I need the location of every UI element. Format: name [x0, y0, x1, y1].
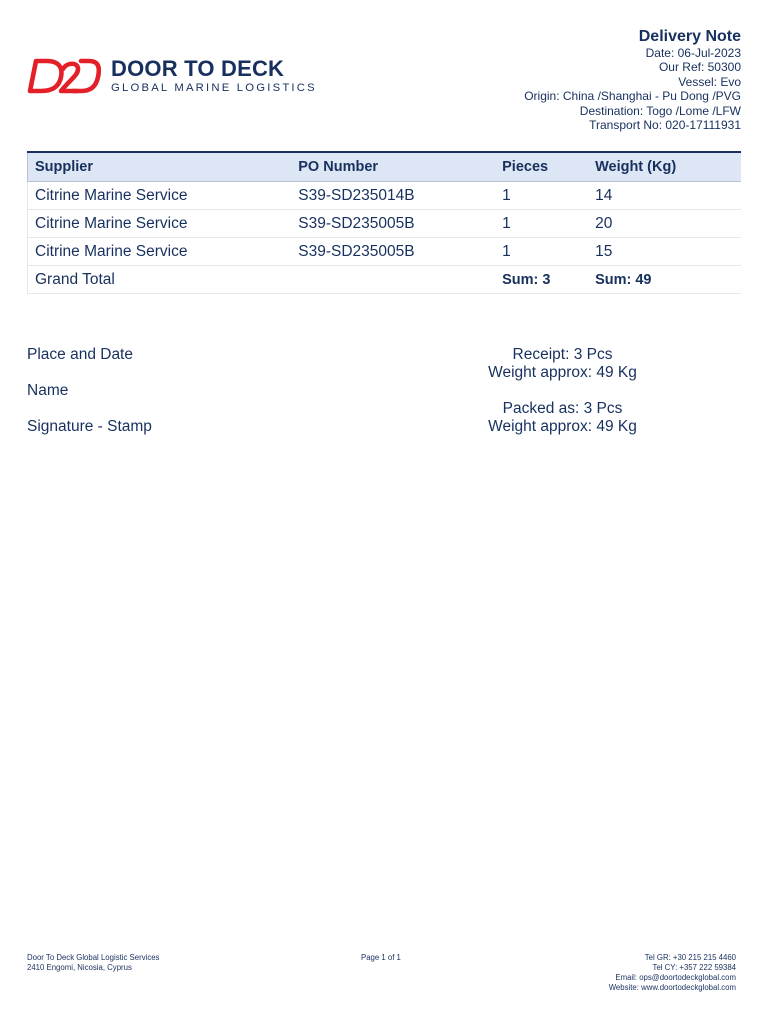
cell-supplier: Citrine Marine Service [28, 238, 292, 266]
receipt-weight: Weight approx: 49 Kg [488, 364, 637, 381]
footer-address: 2410 Engomi, Nicosia, Cyprus [27, 963, 132, 972]
cell-po-number: S39-SD235005B [291, 210, 495, 238]
grand-total-label: Grand Total [28, 266, 292, 294]
table-row [28, 210, 742, 238]
our-ref: Our Ref: 50300 [658, 60, 741, 75]
column-header-weight: Weight (Kg) [588, 152, 741, 182]
document-date: Date: 06-Jul-2023 [645, 46, 741, 60]
cell-supplier: Citrine Marine Service [28, 182, 292, 210]
column-header-pieces: Pieces [495, 152, 588, 182]
place-and-date-label: Place and Date [27, 346, 133, 363]
items-table [27, 151, 741, 294]
footer-tel-gr: Tel GR: +30 215 215 4460 [644, 953, 736, 962]
footer-company-name: Door To Deck Global Logistic Services [27, 953, 160, 962]
footer-contact [609, 953, 736, 993]
name-label: Name [27, 382, 69, 399]
vessel: Vessel: Evo [678, 74, 741, 89]
destination: Destination: Togo /Lome /LFW [579, 103, 741, 118]
grand-total-row [28, 266, 742, 294]
cell-supplier: Citrine Marine Service [28, 210, 292, 238]
cell-pieces: 1 [495, 238, 588, 266]
brand-text [111, 55, 317, 95]
sum-weight: Sum: 49 [588, 266, 741, 294]
packed-pieces: Packed as: 3 Pcs [502, 400, 623, 417]
column-header-po-number: PO Number [291, 152, 495, 182]
cell-weight: 15 [588, 238, 741, 266]
grand-total-empty [291, 266, 495, 294]
table-row [28, 182, 742, 210]
document-header [524, 27, 741, 132]
brand-tagline: GLOBAL MARINE LOGISTICS [111, 81, 317, 94]
footer-email: Email: ops@doortodeckglobal.com [615, 973, 736, 982]
document-title: Delivery Note [638, 28, 741, 45]
cell-pieces: 1 [495, 210, 588, 238]
signature-stamp-label: Signature - Stamp [27, 418, 152, 435]
cell-pieces: 1 [495, 182, 588, 210]
packed-weight: Weight approx: 49 Kg [488, 418, 637, 435]
footer-website: Website: www.doortodeckglobal.com [608, 983, 736, 992]
cell-weight: 14 [588, 182, 741, 210]
table-row [28, 238, 742, 266]
sum-pieces: Sum: 3 [495, 266, 588, 294]
footer-tel-cy: Tel CY: +357 222 59384 [652, 963, 736, 972]
page-number: Page 1 of 1 [361, 953, 401, 962]
cell-po-number: S39-SD235014B [291, 182, 495, 210]
origin: Origin: China /Shanghai - Pu Dong /PVG [524, 89, 741, 104]
d2d-logo-icon [27, 56, 101, 96]
receipt-summary [470, 346, 655, 436]
table-header-row [28, 152, 742, 182]
footer-company-info [27, 953, 159, 973]
brand-name: DOOR TO DECK [111, 55, 285, 81]
cell-weight: 20 [588, 210, 741, 238]
column-header-supplier: Supplier [28, 152, 292, 182]
receipt-pieces: Receipt: 3 Pcs [512, 346, 613, 363]
transport-no: Transport No: 020-17111931 [589, 118, 741, 133]
company-logo [27, 56, 317, 96]
signature-section [27, 346, 152, 454]
cell-po-number: S39-SD235005B [291, 238, 495, 266]
